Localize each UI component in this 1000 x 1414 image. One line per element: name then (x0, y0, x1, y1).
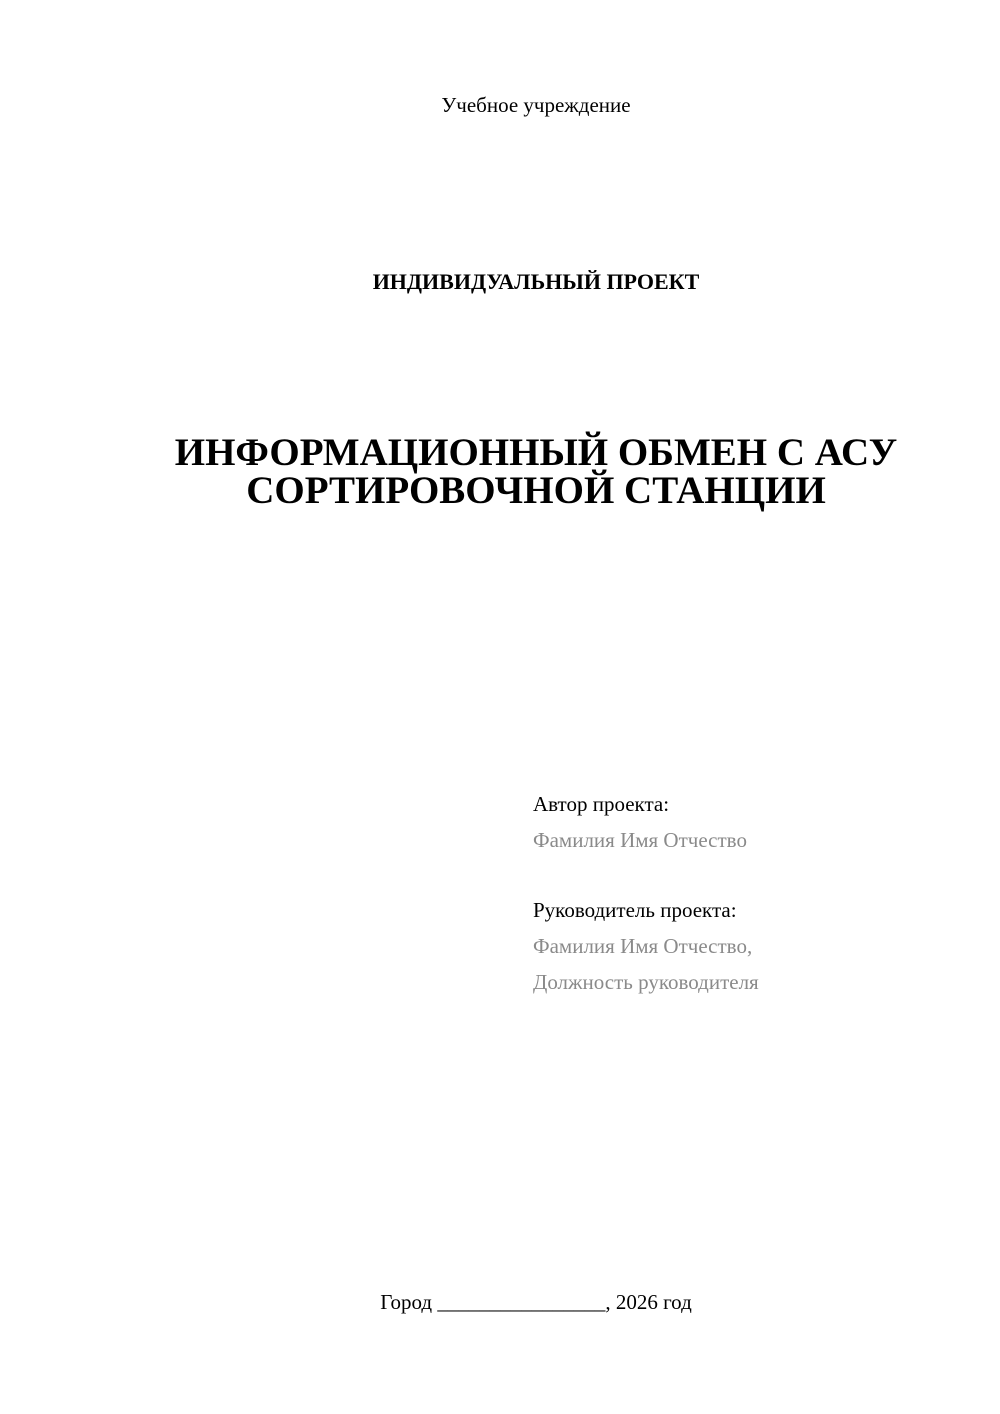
project-title (0, 431, 1000, 512)
author-block (533, 786, 953, 858)
author-name: Фамилия Имя Отчество (533, 828, 747, 852)
supervisor-name: Фамилия Имя Отчество, (533, 934, 753, 958)
supervisor-block (533, 892, 953, 1000)
institution-name: Учебное учреждение (441, 93, 631, 117)
city-year-line: Город ________________, 2026 год (380, 1290, 692, 1314)
supervisor-label: Руководитель проекта: (533, 898, 737, 922)
project-title-line-1: ИНФОРМАЦИОННЫЙ ОБМЕН С АСУ (174, 431, 898, 474)
author-label: Автор проекта: (533, 792, 670, 816)
document-type-label: ИНДИВИДУАЛЬНЫЙ ПРОЕКТ (372, 269, 700, 294)
project-title-line-2: СОРТИРОВОЧНОЙ СТАНЦИИ (246, 469, 826, 512)
supervisor-position: Должность руководителя (533, 970, 759, 994)
